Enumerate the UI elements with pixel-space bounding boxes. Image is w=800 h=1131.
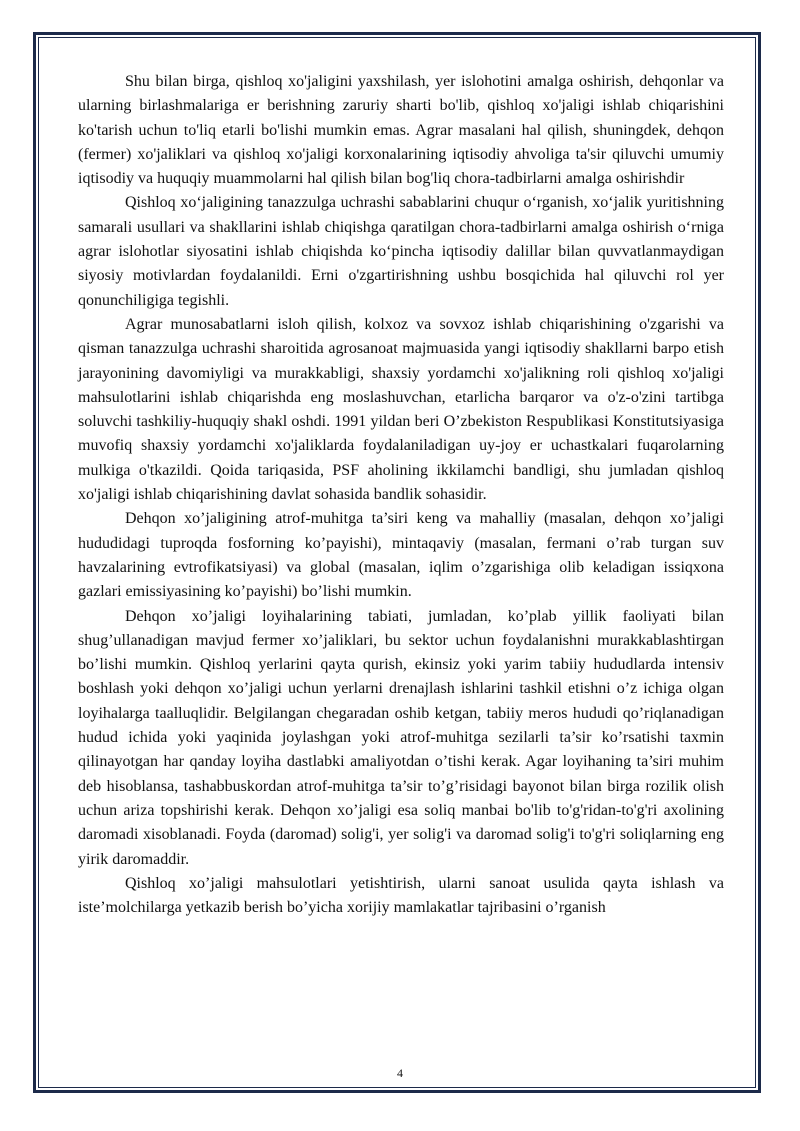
paragraph: Qishloq xo‘jaligining tanazzulga uchrashi sabablarini chuqur o‘rganish, xo‘jalik yuritishning samarali usullari va shakllarini ishlab chiqishga qaratilgan chora-tadbirlarni amalga oshirish o‘rniga agrar islohotlar siyosatini ishlab chiqishda ko‘pincha iqtisodiy dalillar bilan quvvatlanmaydigan siyosiy motivlardan foydalanildi. Erni o'zgartirishning ushbu bosqichida hal qiluvchi rol yer qonunchiligiga tegishli.	[78, 194, 724, 309]
paragraph: Shu bilan birga, qishloq xo'jaligini yaxshilash, yer islohotini amalga oshirish, dehqonlar va ularning birlashmalariga er berishning zaruriy sharti bo'lib, qishloq xo'jaligi ishlab chiqarishini ko'tarish uchun to'liq etarli bo'lishi mumkin emas. Agrar masalani hal qilish, shuningdek, dehqon (fermer) xo'jaliklari va qishloq xo'jaligi korxonalarining iqtisodiy ahvoliga ta'sir qiluvchi umumiy iqtisodiy va huquqiy muammolarni hal qilish bilan bog'liq chora-tadbirlarni amalga oshirishdir	[78, 73, 724, 188]
paragraph: Qishloq xo’jaligi mahsulotlari yetishtirish, ularni sanoat usulida qayta ishlash va iste’molchilarga yetkazib berish bo’yicha xorijiy mamlakatlar tajribasini o’rganish	[78, 874, 724, 917]
page-number: 4	[397, 1066, 403, 1080]
paragraph: Dehqon xo’jaligining atrof-muhitga ta’siri keng va mahalliy (masalan, dehqon xo’jaligi hududidagi tuproqda fosforning ko’payishi), mintaqaviy (masalan, fermani o’rab turgan suv havzalarining evtrofikatsiyasi) va global (masalan, iqlim o’zgarishiga olib keladigan issiqxona gazlari emissiyasining ko’payishi) bo’lishi mumkin.	[78, 510, 724, 601]
paragraph: Dehqon xo’jaligi loyihalarining tabiati, jumladan, ko’plab yillik faoliyati bilan shug’ullanadigan mavjud fermer xo’jaliklari, bu sektor uchun foydalanishni murakkablashtirgan bo’lishi mumkin. Qishloq yerlarini qayta qurish, ekinsiz yoki yarim tabiiy hududlarda intensiv boshlash yoki dehqon xo’jaligi uchun yerlarni drenajlash ishlarini tashkil etishni o’z ichiga olgan loyihalarga taalluqlidir. Belgilangan chegaradan oshib ketgan, tabiiy meros hududi qo’riqlanadigan hudud ichida yoki yaqinida joylashgan yoki atrof-muhitga sezilarli ta’sir ko’rsatishi taxmin qilinayotgan har qanday loyiha dastlabki amaliyotdan o’tishi kerak. Agar loyihaning ta’siri muhim deb hisoblansa, tashabbuskordan atrof-muhitga ta’sir to’g’risidagi bayonot bilan birga rozilik olish uchun ariza topshirishi kerak. Dehqon xo’jaligi esa soliq manbai bo'lib to'g'ridan-to'g'ri axolining daromadi xisoblanadi. Foyda (daromad) solig'i, yer solig'i va daromad solig'i to'g'ri soliqlarning eng yirik daromaddir.	[78, 607, 724, 868]
document-body	[78, 70, 724, 920]
paragraph: Agrar munosabatlarni isloh qilish, kolxoz va sovxoz ishlab chiqarishining o'zgarishi va qisman tanazzulga uchrashi sharoitida agrosanoat majmuasida yangi iqtisodiy shakllarni barpo etish jarayonining davomiyligi va murakkabligi, shaxsiy yordamchi xo'jalikning roli qishloq xo'jaligi mahsulotlarini ishlab chiqarishda eng moslashuvchan, etarlicha barqaror va o'z-o'zini tartibga soluvchi tashkiliy-huquqiy shakl oshdi. 1991 yildan beri O’zbekiston Respublikasi Konstitutsiyasiga muvofiq shaxsiy yordamchi xo'jaliklarda foydalaniladigan uy-joy er uchastkalari fuqarolarning mulkiga o'tkazildi. Qoida tariqasida, PSF aholining ikkilamchi bandligi, shu jumladan qishloq xo'jaligi ishlab chiqarishining davlat sohasida bandlik sohasidir.	[78, 315, 724, 504]
